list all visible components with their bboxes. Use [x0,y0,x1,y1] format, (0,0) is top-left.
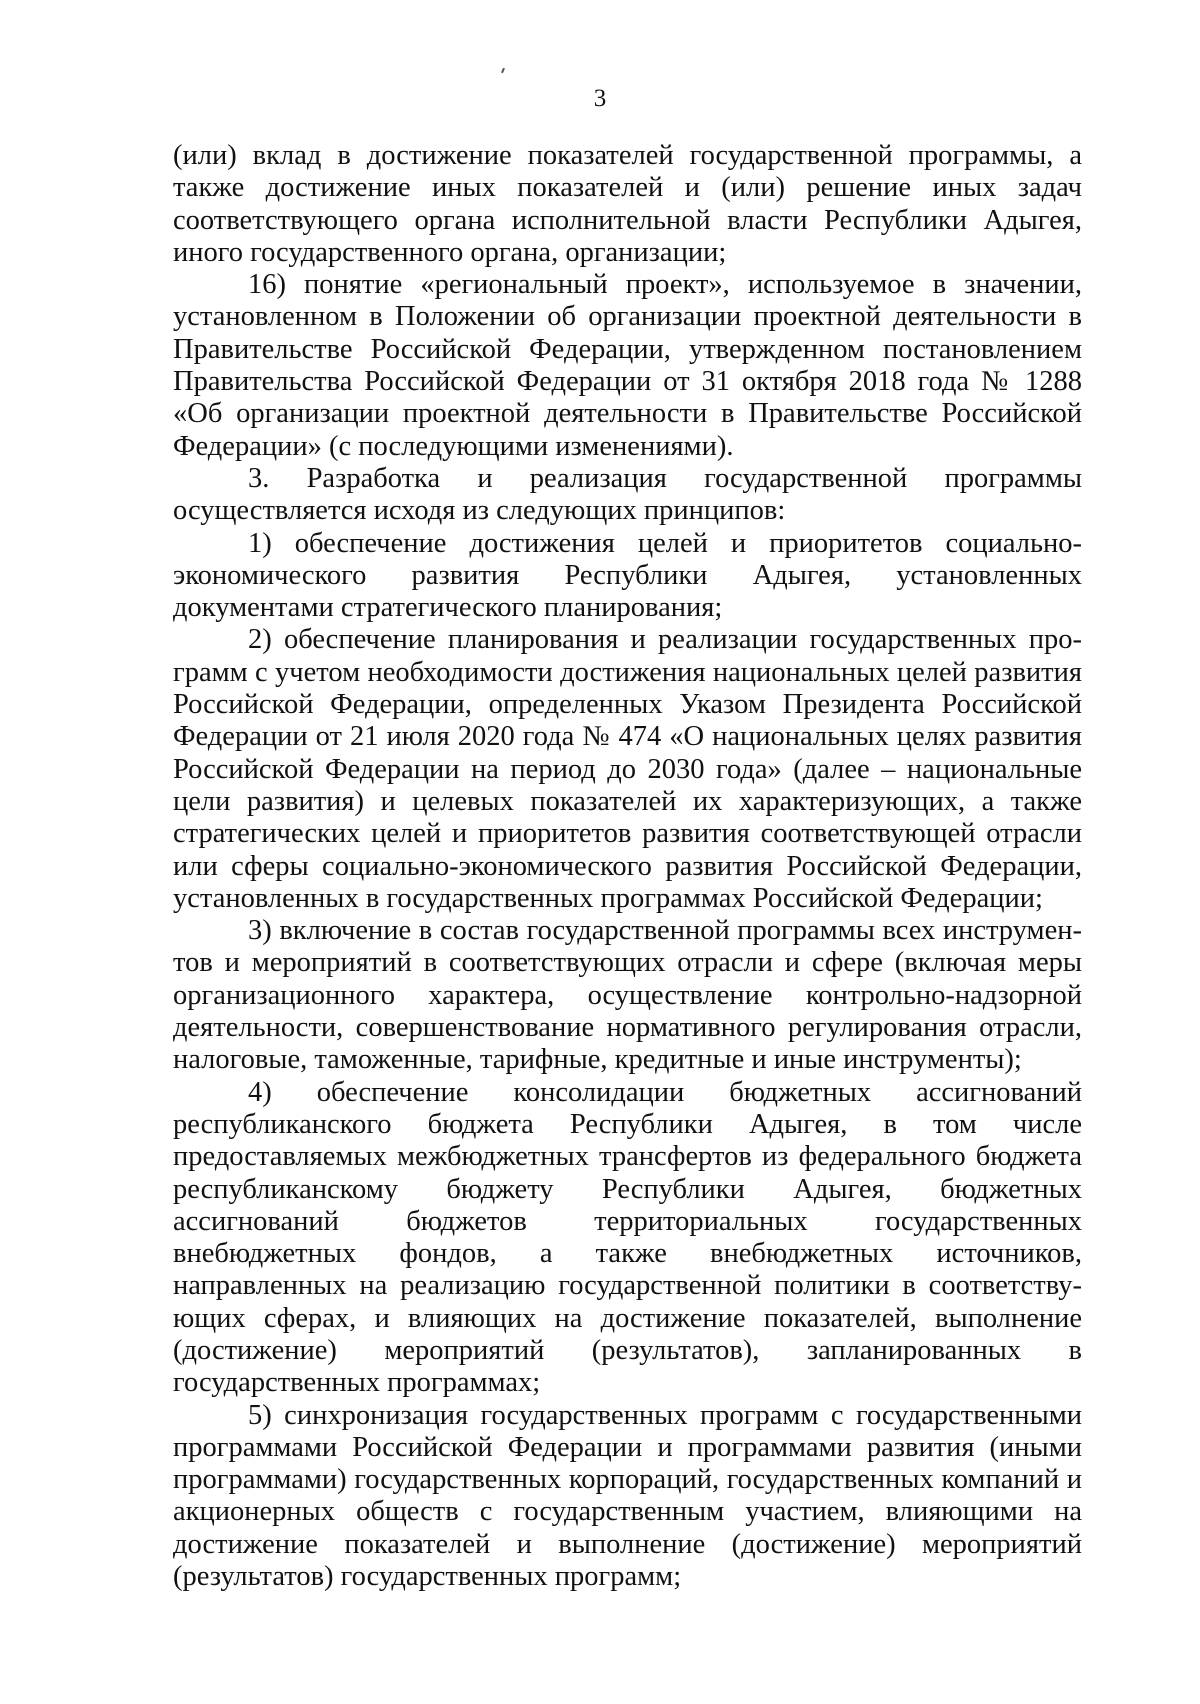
document-body [173,140,1082,1593]
paragraph: (или) вклад в достижение показателей государственной программы, а также достижение иных показателей и (или) решение иных задач соответствующего органа исполнительной власти Республики Адыгея, иного государственного органа, организации; [173,140,1082,268]
paragraph: 5) синхронизация государственных программ с государственными программами Российской Федерации и программами развития (иными программами) государственных корпораций, государственных компаний и акционерных обществ с государственным участием, влияющими на достижение показателей и выполнение (достижение) мероприятий (результатов) государственных программ; [173,1399,1082,1593]
paragraph: 3) включение в состав государственной программы всех инструментов и мероприятий в соответствующих отрасли и сфере (включая меры организационного характера, осуществление контрольно-надзорной деятельности, совершенствование нормативного регулирования отрасли, налоговые, таможенные, тарифные, кредитные и иные инструменты); [173,915,1082,1076]
paragraph: 2) обеспечение планирования и реализации государственных программ с учетом необходимости достижения национальных целей развития Российской Федерации, определенных Указом Президента Российской Федерации от 21 июля 2020 года № 474 «О национальных целях развития Российской Федерации на период до 2030 года» (далее – национальные цели развития) и целевых показателей их характеризующих, а также стратегических целей и приоритетов развития соответствующей отрасли или сферы социально-экономического развития Российской Федерации, установленных в государственных программах Российской Федерации; [173,624,1082,914]
paragraph: 4) обеспечение консолидации бюджетных ассигнований республиканского бюджета Республики Адыгея, в том числе предоставляемых межбюджетных трансфертов из федерального бюджета республиканскому бюджету Республики Адыгея, бюджетных ассигнований бюджетов территориальных государственных внебюджетных фондов, а также внебюджетных источников, направленных на реализацию государственной политики в соответствующих сферах, и влияющих на достижение показателей, выполнение (достижение) мероприятий (результатов), запланированных в государственных программах; [173,1076,1082,1399]
paragraph: 3. Разработка и реализация государственной программы осуществляется исходя из следующих принципов: [173,462,1082,527]
page-number: 3 [593,85,607,112]
paragraph: 16) понятие «региональный проект», используемое в значении, установленном в Положении об организации проектной деятельности в Правительстве Российской Федерации, утвержденном постановлением Правительства Российской Федерации от 31 октября 2018 года № 1288 «Об организации проектной деятельности в Правительстве Российской Федерации» (с последующими изменениями). [173,269,1082,462]
scan-speck [501,68,505,73]
paragraph: 1) обеспечение достижения целей и приоритетов социально-экономического развития Республики Адыгея, установленных документами стратегического планирования; [173,527,1082,624]
